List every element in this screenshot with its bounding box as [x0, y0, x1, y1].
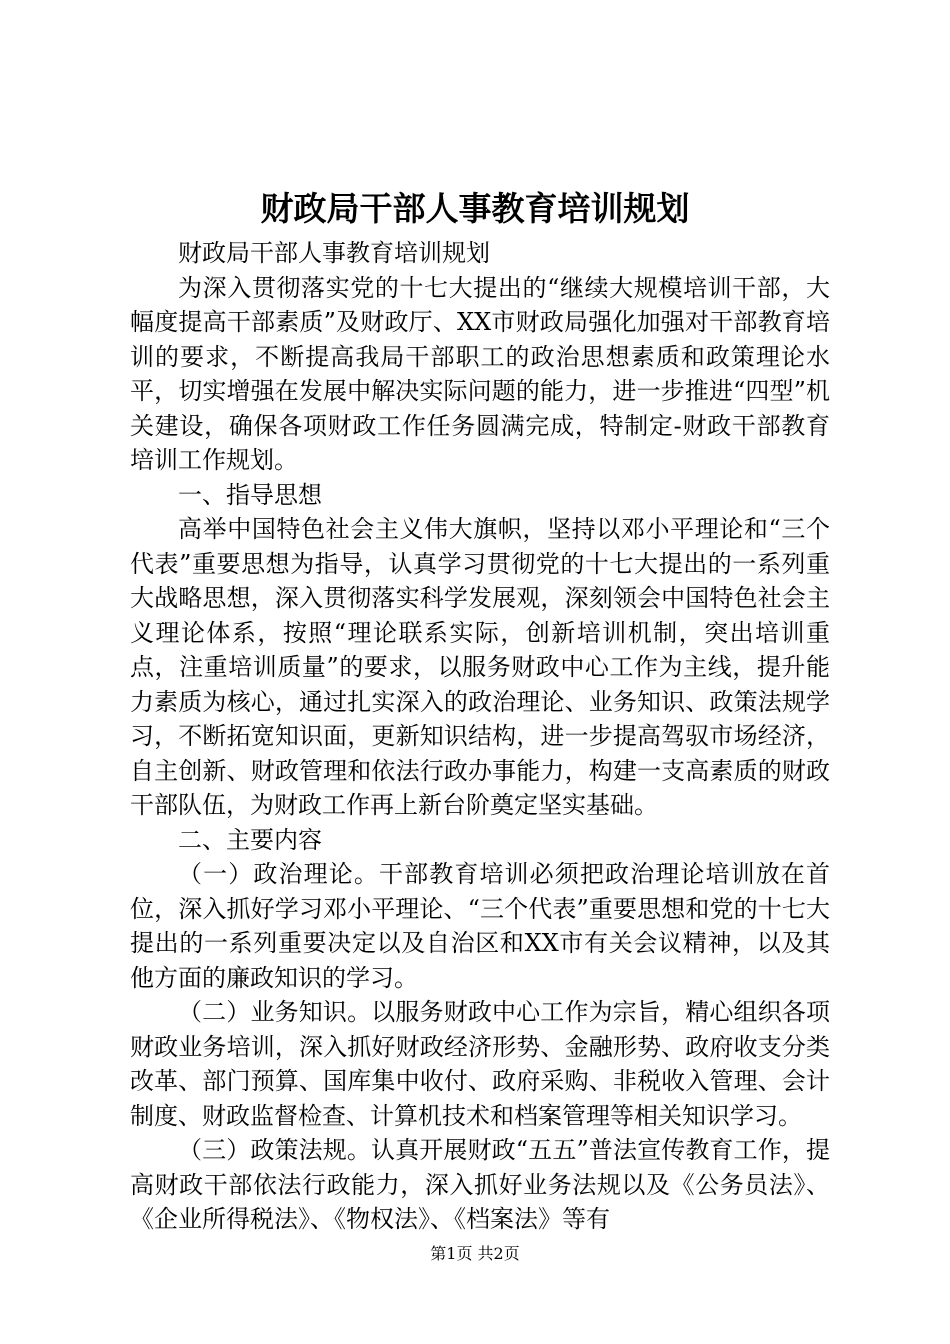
political-theory-paragraph: （一）政治理论。干部教育培训必须把政治理论培训放在首位，深入抓好学习邓小平理论、“三个代表”重要思想和党的十七大提出的一系列重要决定以及自治区和XX市有关会议精神，以及其他方面的廉政知识的学习。: [130, 860, 830, 992]
subtitle-paragraph: 财政局干部人事教育培训规划: [178, 239, 490, 267]
policy-regulation-paragraph: （三）政策法规。认真开展财政“五五”普法宣传教育工作，提高财政干部依法行政能力，深入抓好业务法规以及《公务员法》、《企业所得税法》、《物权法》、《档案法》等有: [130, 1136, 830, 1233]
document-title: 财政局干部人事教育培训规划: [260, 189, 690, 228]
section-heading-main-content: 二、主要内容: [178, 825, 322, 854]
guiding-thought-paragraph: 高举中国特色社会主义伟大旗帜，坚持以邓小平理论和“三个代表”重要思想为指导，认真学习贯彻党的十七大提出的一系列重大战略思想，深入贯彻落实科学发展观，深刻领会中国特色社会主义理论体系，按照“理论联系实际，创新培训机制，突出培训重点，注重培训质量”的要求，以服务财政中心工作为主线，提升能力素质为核心，通过扎实深入的政治理论、业务知识、政策法规学习，不断拓宽知识面，更新知识结构，进一步提高驾驭市场经济，自主创新、财政管理和依法行政办事能力，构建一支高素质的财政干部队伍，为财政工作再上新台阶奠定坚实基础。: [130, 515, 830, 819]
business-knowledge-paragraph: （二）业务知识。以服务财政中心工作为宗旨，精心组织各项财政业务培训，深入抓好财政经济形势、金融形势、政府收支分类改革、部门预算、国库集中收付、政府采购、非税收入管理、会计制度、财政监督检查、计算机技术和档案管理等相关知识学习。: [130, 998, 830, 1130]
document-body: [130, 236, 830, 1237]
section-heading-guiding-thought: 一、指导思想: [178, 480, 322, 509]
page-number: 第1页 共2页: [430, 1244, 520, 1263]
intro-paragraph: 为深入贯彻落实党的十七大提出的“继续大规模培训干部，大幅度提高干部素质”及财政厅、XX市财政局强化加强对干部教育培训的要求，不断提高我局干部职工的政治思想素质和政策理论水平，切实增强在发展中解决实际问题的能力，进一步推进“四型”机关建设，确保各项财政工作任务圆满完成，特制定-财政干部教育培训工作规划。: [130, 273, 830, 474]
